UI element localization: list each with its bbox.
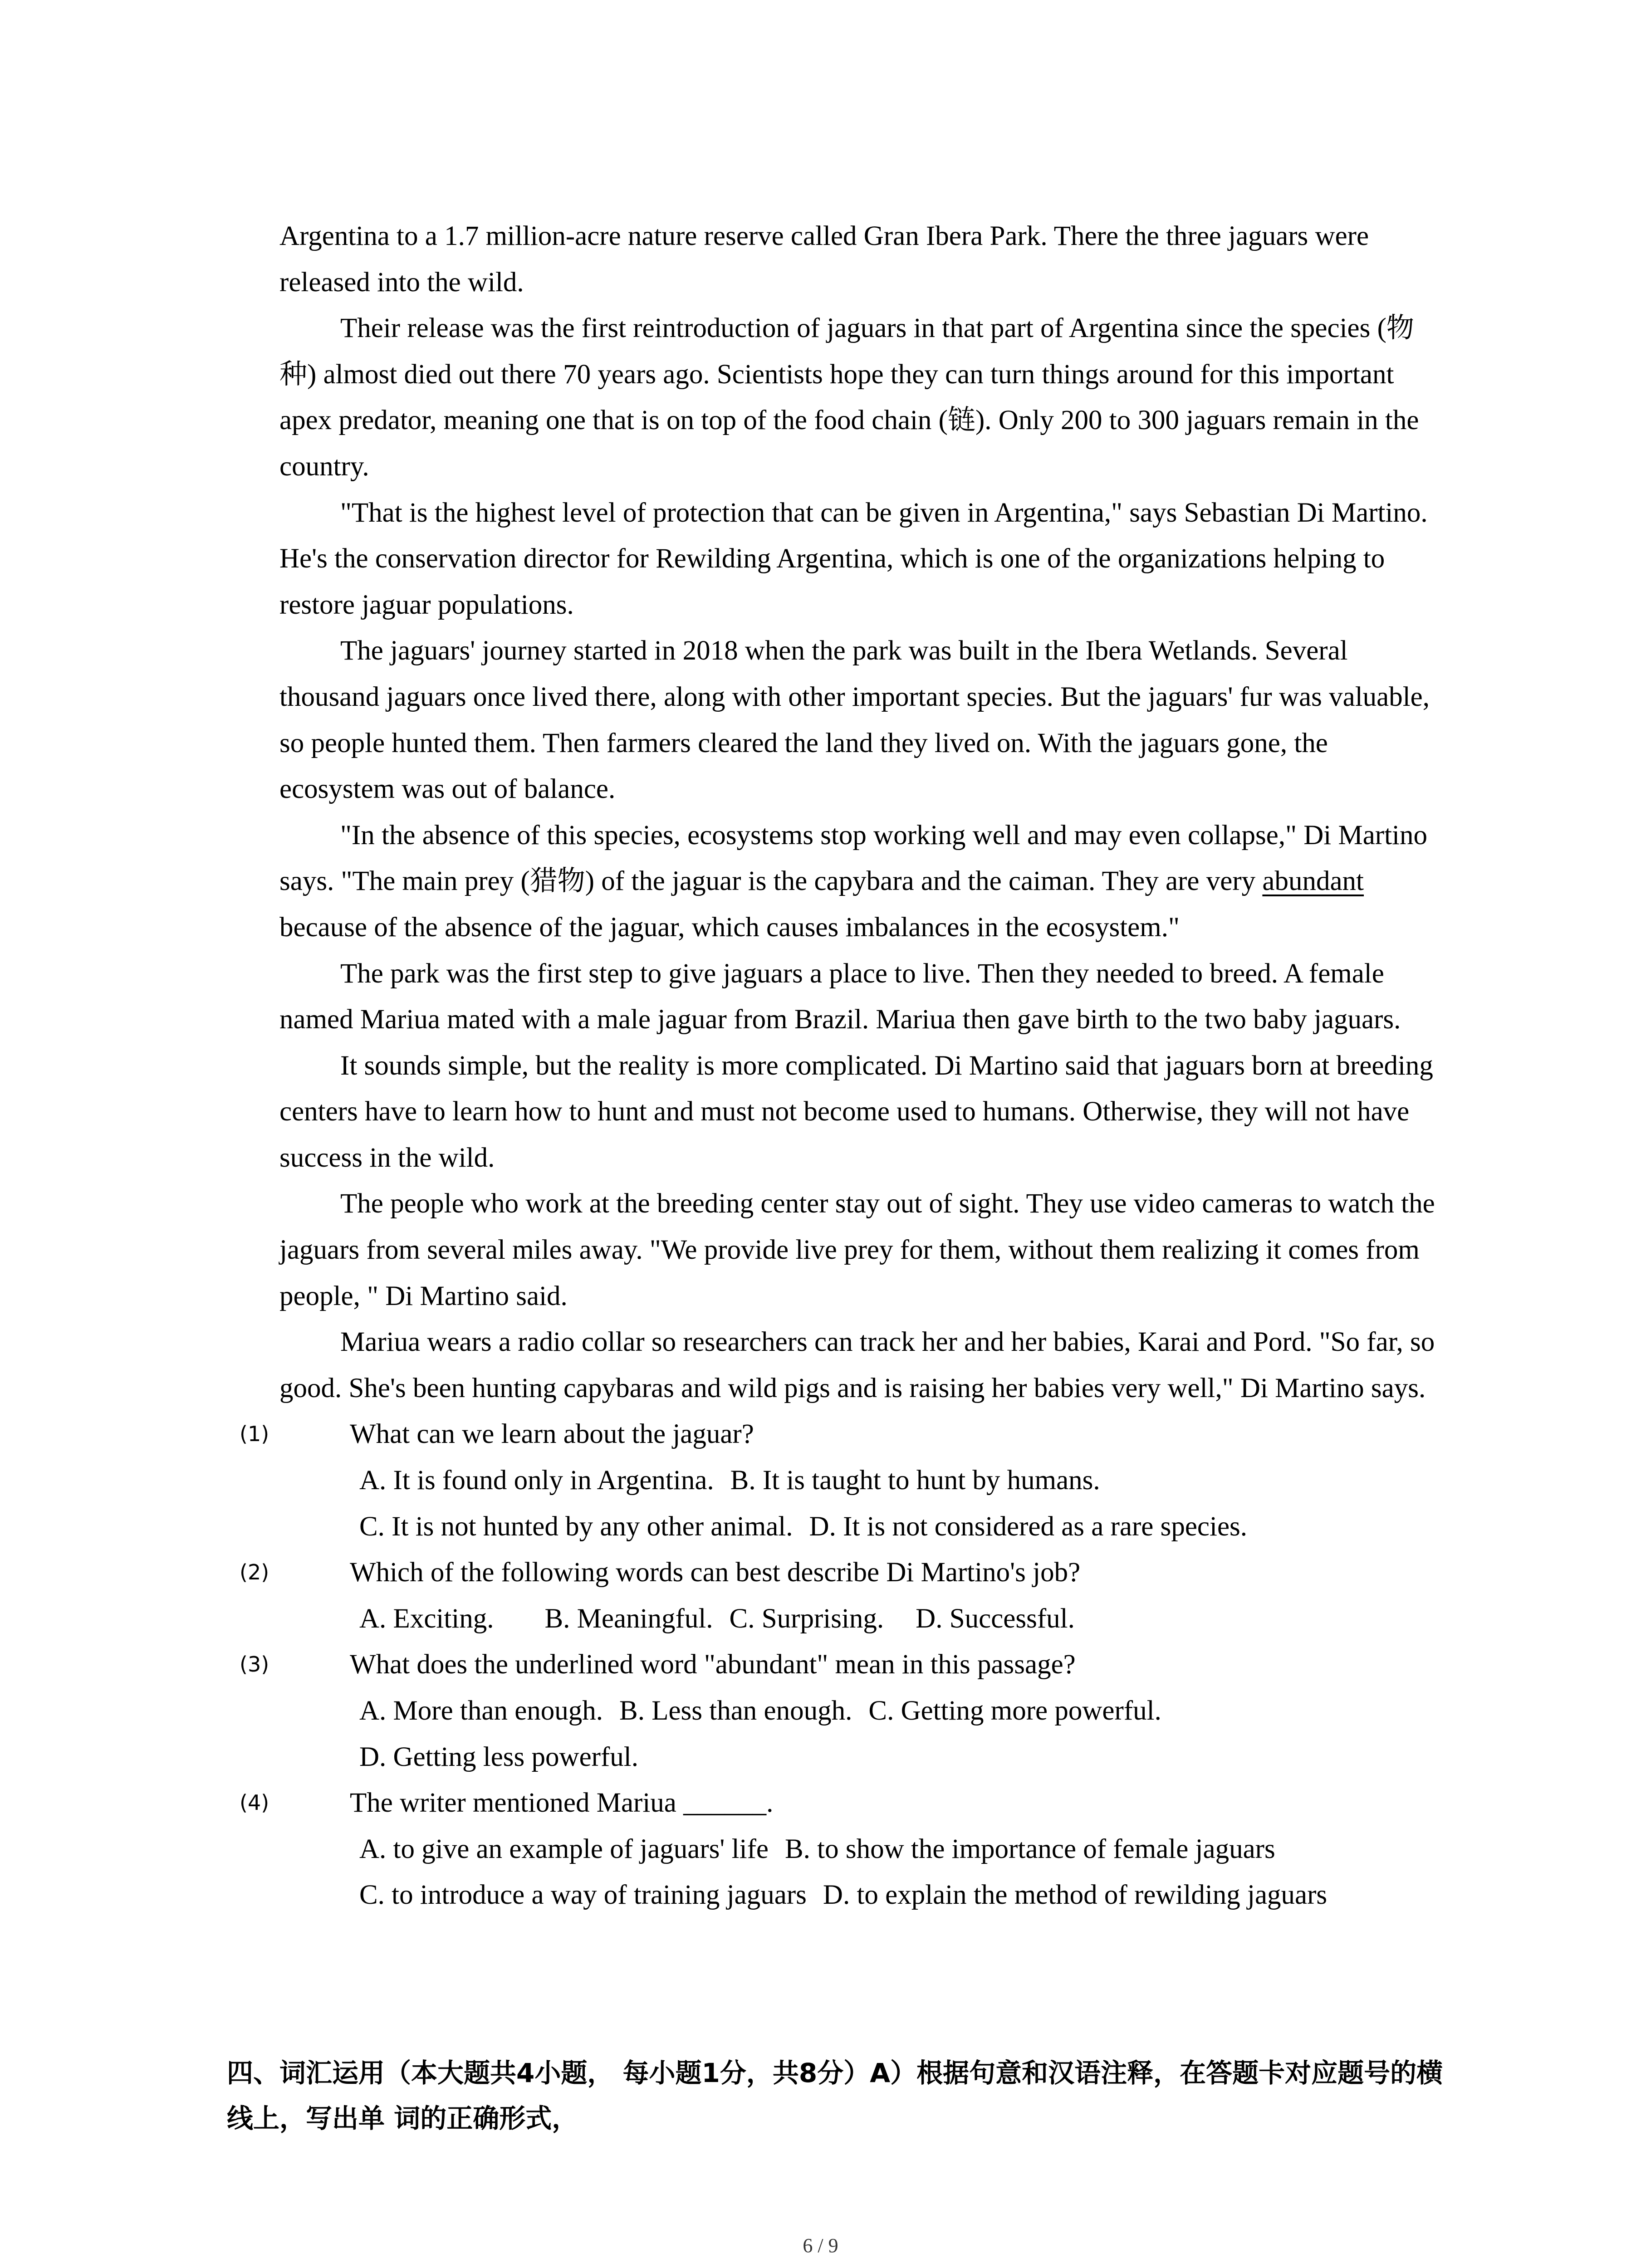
option-b: B. Less than enough. (619, 1696, 852, 1726)
section-heading: 四、词汇运用（本大题共4小题， 每小题1分，共8分）A）根据句意和汉语注释，在答题卡对应题号的横线上，写出单 词的正确形式， (227, 2058, 1443, 2134)
option-d: D. Getting less powerful. (359, 1741, 638, 1772)
option-c: C. Getting more powerful. (868, 1696, 1161, 1726)
option-b: B. to show the importance of female jaguars (784, 1833, 1275, 1864)
option-row (279, 1872, 1450, 1918)
passage-paragraph-9: Mariua wears a radio collar so researchers can track her and her babies, Karai and Pord. "So far, so good. She's been hunting capybaras and wild pigs and is raising her babies very well," Di Martino says. (279, 1327, 1435, 1403)
question-number: (2) (240, 1560, 269, 1585)
passage-paragraph-3: "That is the highest level of protection that can be given in Argentina," says Sebastian Di Martino. He's the conservation director for Rewilding Argentina, which is one of the organizations helping to restore jaguar populations. (279, 497, 1428, 620)
option-b: B. Meaningful. (544, 1603, 713, 1634)
option-d: D. It is not considered as a rare species. (809, 1511, 1248, 1542)
option-row (279, 1596, 1450, 1642)
option-row (279, 1504, 1450, 1550)
question-stem: What does the underlined word "abundant" mean in this passage? (350, 1649, 1076, 1680)
option-b: B. It is taught to hunt by humans. (730, 1465, 1100, 1496)
question-stem: What can we learn about the jaguar? (350, 1419, 754, 1450)
option-a: A. Exciting. (359, 1603, 494, 1634)
question-2 (240, 1549, 1450, 1642)
question-number: (3) (240, 1652, 269, 1677)
passage-paragraph-2: Their release was the first reintroduction of jaguars in that part of Argentina since the species (物种) almost died out there 70 years ago. Scientists hope they can turn things around for this important apex predator, meaning one that is on top of the food chain (链). Only 200 to 300 jaguars remain in the country. (279, 313, 1419, 482)
option-c: C. Surprising. (729, 1603, 884, 1634)
option-c: C. to introduce a way of training jaguars (359, 1880, 807, 1911)
question-number: (4) (240, 1790, 269, 1815)
question-number: (1) (240, 1422, 269, 1447)
page-number: 6 / 9 (803, 2234, 838, 2257)
passage-p5-after: because of the absence of the jaguar, which causes imbalances in the ecosystem." (279, 912, 1180, 943)
passage-paragraph-8: The people who work at the breeding center stay out of sight. They use video cameras to watch the jaguars from several miles away. "We provide live prey for them, without them realizing it comes from people, " Di Martino said. (279, 1188, 1435, 1311)
question-stem: Which of the following words can best describe Di Martino's job? (350, 1557, 1081, 1588)
question-stem: The writer mentioned Mariua ______. (350, 1788, 774, 1818)
passage-paragraph-7: It sounds simple, but the reality is more complicated. Di Martino said that jaguars born at breeding centers have to learn how to hunt and must not become used to humans. Otherwise, they will not have success in the wild. (279, 1050, 1433, 1173)
passage-paragraph-5 (279, 812, 1450, 951)
passage-paragraph-4: The jaguars' journey started in 2018 when the park was built in the Ibera Wetlands. Several thousand jaguars once lived there, along with other important species. But the jaguars' fur was valuable, so people hunted them. Then farmers cleared the land they lived on. With the jaguars gone, the ecosystem was out of balance. (279, 635, 1430, 805)
option-a: A. It is found only in Argentina. (359, 1465, 714, 1496)
option-a: A. to give an example of jaguars' life (359, 1833, 769, 1864)
option-a: A. More than enough. (359, 1696, 603, 1726)
passage-paragraph-6: The park was the first step to give jaguars a place to live. Then they needed to breed. A female named Mariua mated with a male jaguar from Brazil. Mariua then gave birth to the two baby jaguars. (279, 958, 1401, 1035)
passage-paragraph-1: Argentina to a 1.7 million-acre nature reserve called Gran Ibera Park. There the three jaguars were released into the wild. (279, 221, 1369, 298)
question-1 (240, 1411, 1450, 1549)
option-row (279, 1734, 1450, 1780)
option-d: D. Successful. (916, 1603, 1075, 1634)
option-row (279, 1457, 1450, 1504)
option-c: C. It is not hunted by any other animal. (359, 1511, 793, 1542)
option-row (279, 1826, 1450, 1872)
option-row (279, 1688, 1450, 1734)
page-body (240, 213, 1450, 1918)
passage-p5-before: "In the absence of this species, ecosystems stop working well and may even collapse," Di Martino says. "The main prey (猎物) of the jaguar is the capybara and the caiman. They are very (279, 820, 1428, 897)
underlined-word-abundant: abundant (1262, 866, 1364, 897)
question-3 (240, 1642, 1450, 1780)
question-4 (240, 1780, 1450, 1918)
option-d: D. to explain the method of rewilding jaguars (823, 1880, 1327, 1911)
